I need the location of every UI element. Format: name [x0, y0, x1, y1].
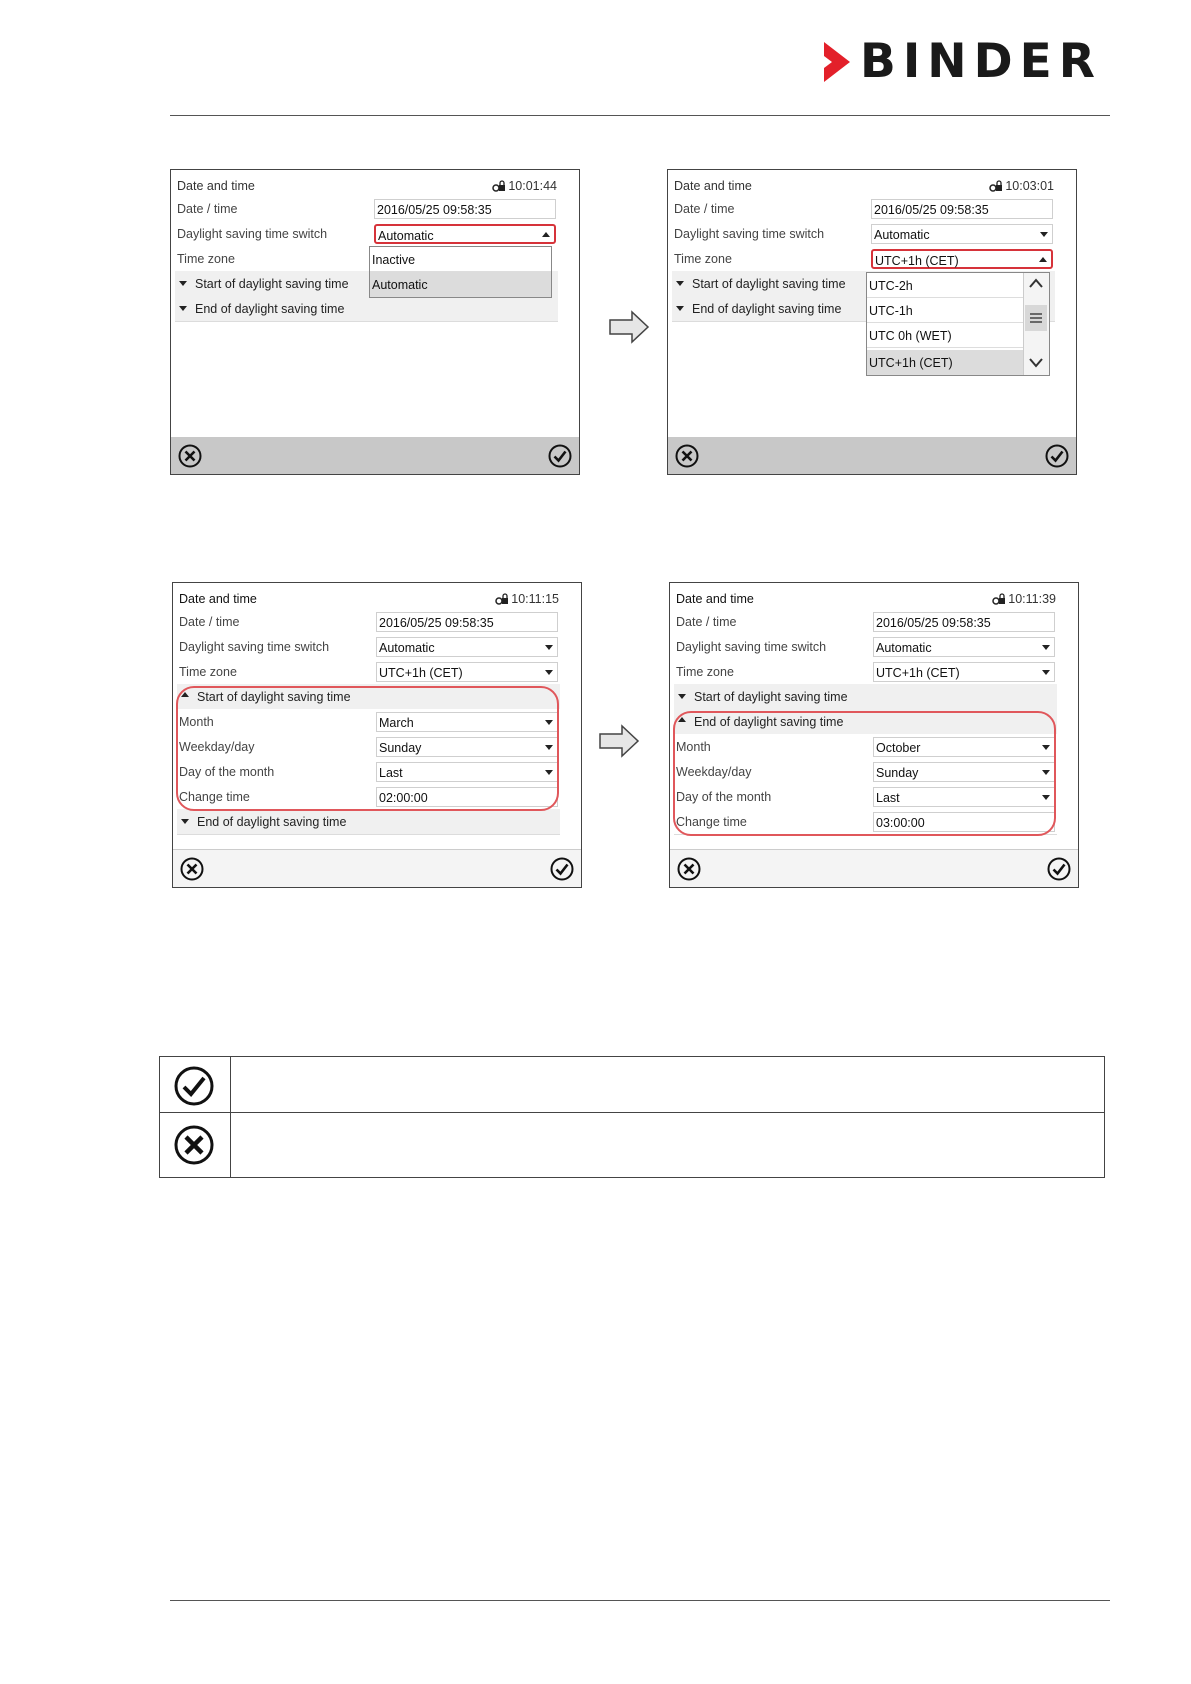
panel-time: 10:11:39	[1008, 592, 1056, 606]
row-label: Daylight saving time switch	[177, 227, 328, 241]
expand-icon	[179, 306, 187, 311]
field-value: Automatic	[379, 641, 435, 655]
scroll-thumb[interactable]	[1025, 305, 1047, 331]
highlight-frame	[673, 711, 1056, 836]
expand-icon	[678, 694, 686, 699]
panel-title: Date and time	[674, 179, 752, 193]
screen-panel-1	[170, 169, 580, 475]
option-label: UTC-2h	[869, 279, 913, 293]
field-value: 2016/05/25 09:58:35	[379, 616, 494, 630]
lock-icon	[495, 593, 509, 605]
field-value: UTC+1h (CET)	[875, 254, 959, 268]
row-label: Day of the month	[179, 765, 275, 779]
field-value: October	[876, 741, 921, 755]
confirm-icon[interactable]	[550, 857, 574, 881]
section-label: Start of daylight saving time	[197, 690, 351, 704]
logo-text: BINDER	[860, 34, 1102, 89]
panel-time: 10:03:01	[1005, 179, 1054, 193]
section-label: Start of daylight saving time	[692, 277, 846, 291]
field-value: Sunday	[876, 766, 919, 780]
panel-action-bar	[668, 437, 1076, 474]
row-date-time	[672, 196, 1055, 222]
row-label: Change time	[179, 790, 250, 804]
row-label: Day of the month	[676, 790, 772, 804]
row-date-time	[177, 609, 560, 635]
dropdown-down-icon	[1042, 670, 1050, 675]
arrow-right-icon	[598, 724, 640, 758]
scroll-up-icon[interactable]	[1029, 277, 1043, 289]
dropdown-down-icon	[1042, 645, 1050, 650]
legend-icon-cell	[160, 1057, 231, 1112]
screen-panel-3	[172, 582, 582, 888]
field-value: Automatic	[876, 641, 932, 655]
row-time-zone	[674, 659, 1057, 685]
panel-time: 10:01:44	[508, 179, 557, 193]
panel-clock	[492, 179, 557, 193]
panel-clock	[495, 592, 559, 606]
binder-logo	[822, 34, 1102, 89]
row-label: Date / time	[179, 615, 240, 629]
lock-icon	[992, 593, 1006, 605]
dropdown-down-icon	[545, 670, 553, 675]
field-value: UTC+1h (CET)	[876, 666, 960, 680]
scroll-grip-icon	[1030, 313, 1042, 323]
option-label: Automatic	[372, 278, 428, 292]
cancel-icon[interactable]	[178, 444, 202, 468]
section-label: End of daylight saving time	[197, 815, 347, 829]
field-value: Automatic	[874, 228, 930, 242]
row-label: Month	[179, 715, 214, 729]
field-value: UTC+1h (CET)	[379, 666, 463, 680]
expand-icon	[676, 281, 684, 286]
row-label: Change time	[676, 815, 747, 829]
row-label: Time zone	[674, 252, 732, 266]
row-label: Daylight saving time switch	[179, 640, 330, 654]
dst-switch-dropdown	[369, 246, 552, 298]
option-label: UTC 0h (WET)	[869, 329, 952, 343]
option-label: Inactive	[372, 253, 416, 267]
row-label: Daylight saving time switch	[674, 227, 825, 241]
dropdown-up-icon	[542, 232, 550, 237]
cancel-icon[interactable]	[677, 857, 701, 881]
row-date-time	[674, 609, 1057, 635]
section-end-dst[interactable]	[177, 809, 560, 835]
arrow-right-icon	[608, 310, 650, 344]
cancel-icon[interactable]	[675, 444, 699, 468]
panel-title: Date and time	[179, 592, 257, 606]
section-label: Start of daylight saving time	[195, 277, 349, 291]
date-time-field[interactable]	[871, 199, 1053, 219]
row-dst-switch	[175, 221, 558, 247]
panel-action-bar	[173, 849, 581, 887]
section-label: End of daylight saving time	[694, 715, 844, 729]
section-start-dst[interactable]	[674, 684, 1057, 710]
option-label: UTC+1h (CET)	[869, 356, 953, 370]
cancel-icon[interactable]	[180, 857, 204, 881]
field-value: 2016/05/25 09:58:35	[377, 203, 492, 217]
section-label: End of daylight saving time	[195, 302, 345, 316]
lock-icon	[989, 180, 1003, 192]
legend-row-cancel	[160, 1113, 1104, 1177]
field-value: 03:00:00	[876, 816, 925, 830]
expand-icon	[181, 819, 189, 824]
highlight-frame	[176, 686, 559, 811]
row-label: Date / time	[676, 615, 737, 629]
row-label: Date / time	[177, 202, 238, 216]
header-rule	[170, 115, 1110, 116]
dropdown-down-icon	[545, 645, 553, 650]
dst-switch-select[interactable]	[873, 637, 1055, 657]
section-end-dst[interactable]	[175, 296, 558, 322]
row-label: Time zone	[179, 665, 237, 679]
field-value: Automatic	[378, 229, 434, 243]
field-value: Sunday	[379, 741, 422, 755]
panel-clock	[992, 592, 1056, 606]
row-time-zone	[672, 246, 1055, 272]
dst-switch-select[interactable]	[374, 224, 556, 244]
expand-icon	[676, 306, 684, 311]
panel-action-bar	[171, 437, 579, 474]
confirm-icon[interactable]	[1047, 857, 1071, 881]
dropdown-down-icon	[1040, 232, 1048, 237]
lock-icon	[492, 180, 506, 192]
date-time-field[interactable]	[873, 612, 1055, 632]
screen-panel-2	[667, 169, 1077, 475]
confirm-icon	[174, 1066, 214, 1106]
field-value: 2016/05/25 09:58:35	[874, 203, 989, 217]
panel-action-bar	[670, 849, 1078, 887]
dst-switch-select[interactable]	[871, 224, 1053, 244]
row-date-time	[175, 196, 558, 222]
row-dst-switch	[674, 634, 1057, 660]
row-dst-switch	[672, 221, 1055, 247]
panel-time: 10:11:15	[511, 592, 559, 606]
dropdown-scrollbar[interactable]	[1023, 273, 1049, 375]
confirm-icon[interactable]	[1045, 444, 1069, 468]
panel-clock	[989, 179, 1054, 193]
time-zone-dropdown	[866, 272, 1050, 376]
dropdown-option[interactable]	[867, 273, 1024, 298]
time-zone-select[interactable]	[376, 662, 558, 682]
section-label: End of daylight saving time	[692, 302, 842, 316]
date-time-field[interactable]	[374, 199, 556, 219]
panel-title: Date and time	[177, 179, 255, 193]
dropdown-option[interactable]	[867, 323, 1024, 348]
confirm-icon[interactable]	[548, 444, 572, 468]
row-time-zone	[177, 659, 560, 685]
row-label: Date / time	[674, 202, 735, 216]
field-value: 02:00:00	[379, 791, 428, 805]
icon-legend-table	[159, 1056, 1105, 1178]
expand-icon	[179, 281, 187, 286]
legend-icon-cell	[160, 1113, 231, 1177]
field-value: March	[379, 716, 414, 730]
dropdown-option-selected[interactable]	[867, 350, 1024, 375]
dst-switch-select[interactable]	[376, 637, 558, 657]
dropdown-option[interactable]	[370, 247, 551, 272]
row-label: Time zone	[676, 665, 734, 679]
row-dst-switch	[177, 634, 560, 660]
field-value: Last	[379, 766, 403, 780]
row-label: Time zone	[177, 252, 235, 266]
dropdown-option-selected[interactable]	[370, 272, 551, 297]
time-zone-select[interactable]	[871, 249, 1053, 269]
row-label: Weekday/day	[676, 765, 752, 779]
screen-panel-4	[669, 582, 1079, 888]
field-value: 2016/05/25 09:58:35	[876, 616, 991, 630]
field-value: Last	[876, 791, 900, 805]
section-label: Start of daylight saving time	[694, 690, 848, 704]
row-label: Month	[676, 740, 711, 754]
row-label: Daylight saving time switch	[676, 640, 827, 654]
date-time-field[interactable]	[376, 612, 558, 632]
footer-rule	[170, 1600, 1110, 1601]
option-label: UTC-1h	[869, 304, 913, 318]
time-zone-select[interactable]	[873, 662, 1055, 682]
cancel-icon	[174, 1125, 214, 1165]
panel-title: Date and time	[676, 592, 754, 606]
scroll-down-icon[interactable]	[1029, 357, 1043, 369]
legend-row-confirm	[160, 1057, 1104, 1113]
dropdown-option[interactable]	[867, 298, 1024, 323]
binder-logo-mark-icon	[822, 40, 852, 84]
dropdown-up-icon	[1039, 257, 1047, 262]
row-label: Weekday/day	[179, 740, 255, 754]
